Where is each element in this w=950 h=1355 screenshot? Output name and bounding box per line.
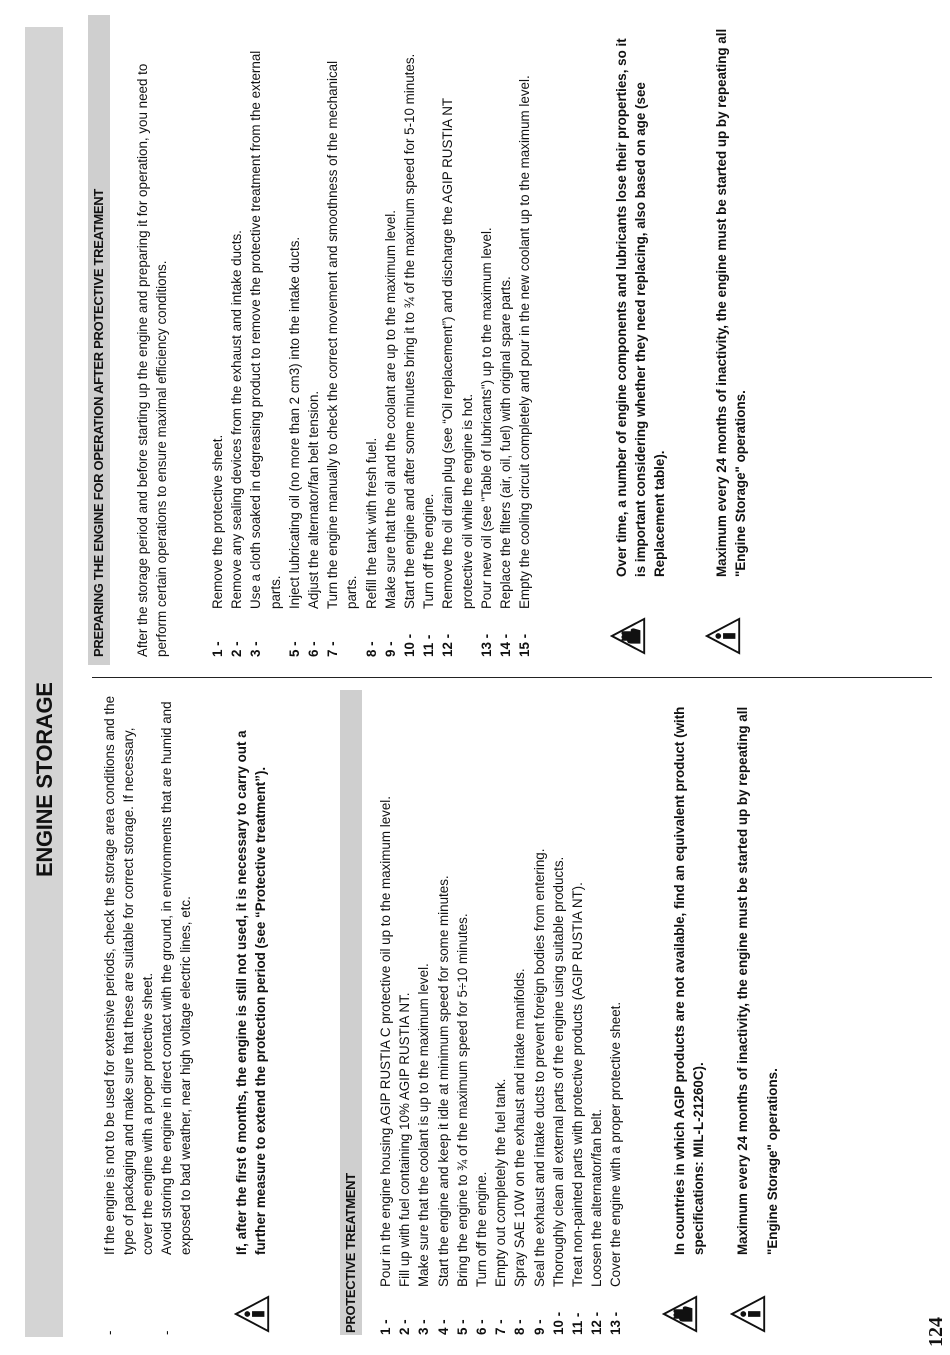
list-item [376, 675, 395, 1335]
step-text: Turn the engine manually to check the correct movement and smoothness of the mechanical parts. [325, 60, 360, 609]
hand-warning-icon [610, 617, 648, 655]
intro-dash: - [159, 1330, 174, 1335]
inactivity-note: Maximum every 24 months of inactivity, the engine must be started up by repeating all "Engine Storage" operations. [714, 28, 748, 577]
step-number: 5 - [454, 1319, 470, 1335]
page-number: 124 [925, 1317, 947, 1347]
list-item [227, 37, 246, 657]
step-text: Pour in the engine housing AGIP RUSTIA C protective oil up to the maximum level. [378, 796, 393, 1287]
step-number: 11 - [421, 634, 437, 657]
step-text: Fill up with fuel containing 10% AGIP RUSTIA NT. [397, 992, 413, 1287]
age-note: Over time, a number of engine components and lubricants lose their properties, so it is important considering whether they need replacing, also based on age (see Replacement table). [614, 38, 667, 577]
step-number: 7 - [325, 641, 341, 657]
list-item [414, 675, 433, 1335]
list-item [438, 37, 476, 657]
caution-info-icon [730, 1295, 768, 1333]
step-number: 1 - [210, 641, 225, 657]
step-text: Cover the engine with a proper protective sheet. [608, 1001, 624, 1287]
list-item [434, 675, 453, 1335]
list-item [304, 37, 323, 657]
step-number: 1 - [378, 1319, 393, 1335]
list-item [568, 675, 587, 1335]
intro-list [100, 695, 195, 1335]
step-number: 2 - [397, 1319, 413, 1335]
step-text: Inject lubricating oil (no more than 2 cm3) into the intake ducts. [286, 236, 302, 609]
step-number: 12 - [440, 633, 456, 657]
step-text: Turn off the engine. [421, 493, 437, 609]
step-number: 7 - [493, 1319, 509, 1335]
step-text: Start the engine and after some minutes bring it to ¾ of the maximum speed for 5-10 minutes. [402, 53, 418, 609]
step-number: 2 - [229, 641, 245, 657]
step-text: Spray SAE 10W on the exhaust and intake manifolds. [512, 968, 528, 1287]
prep-steps [208, 37, 534, 657]
list-item [530, 675, 549, 1335]
step-text: Bring the engine to ¾ of the maximum speed for 5÷10 minutes. [454, 913, 470, 1287]
list-item [246, 37, 284, 657]
list-item [496, 37, 515, 657]
list-item [477, 37, 496, 657]
step-number: 6 - [474, 1319, 490, 1335]
list-item [381, 37, 400, 657]
step-number: 4 - [435, 1319, 451, 1335]
step-number: 13 - [478, 633, 494, 657]
step-number: 9 - [382, 641, 398, 657]
prep-heading: PREPARING THE ENGINE FOR OPERATION AFTER PROTECTIVE TREATMENT [91, 188, 106, 657]
intro-text: Avoid storing the engine in direct contact with the ground, in environments that are humid and exposed to bad weather, near high voltage electric lines, etc. [159, 701, 193, 1255]
list-item [419, 37, 438, 657]
list-item [472, 675, 491, 1335]
list-item [208, 37, 227, 657]
step-number: 5 - [286, 641, 302, 657]
list-item [400, 37, 419, 657]
step-number: 15 - [517, 633, 533, 657]
list-item [323, 37, 361, 657]
step-text: Seal the exhaust and intake ducts to prevent foreign bodies from entering. [531, 848, 547, 1287]
step-text: Treat non-painted parts with protective products (AGIP RUSTIA NT). [570, 882, 586, 1287]
step-text: Adjust the alternator/fan belt tension. [306, 390, 322, 609]
step-text: Pour new oil (see "Table of lubricants") up to the maximum level. [478, 227, 494, 609]
list-item [515, 37, 534, 657]
step-text: Remove the protective sheet. [210, 434, 225, 609]
inactivity-note: Maximum every 24 months of inactivity, the engine must be started up by repeating all "Engine Storage" operations. [735, 706, 780, 1255]
list-item [587, 675, 606, 1335]
step-number: 8 - [363, 641, 379, 657]
list-item [491, 675, 510, 1335]
step-number: 8 - [512, 1319, 528, 1335]
list-item [510, 675, 529, 1335]
step-text: Replace the filters (air, oil, fuel) with original spare parts. [498, 276, 514, 609]
step-text: Empty out completely the fuel tank. [493, 1078, 509, 1287]
list-item [549, 675, 568, 1335]
step-number: 9 - [531, 1319, 547, 1335]
step-text: Remove the oil drain plug (see “Oil replacement”) and discharge the AGIP RUSTIA NT protective oil while the engine is hot. [440, 98, 475, 609]
step-text: Start the engine and keep it idle at minimum speed for some minutes. [435, 875, 451, 1287]
step-text: Refill the tank with fresh fuel. [363, 437, 379, 609]
protective-steps [376, 675, 626, 1335]
hand-warning-icon [662, 1295, 700, 1333]
step-text: Make sure that the oil and the coolant are up to the maximum level. [382, 210, 398, 609]
step-number: 10 - [550, 1311, 566, 1335]
step-number: 3 - [416, 1319, 432, 1335]
step-number: 10 - [402, 633, 418, 657]
step-number: 14 - [498, 633, 514, 657]
intro-item [157, 695, 195, 1335]
intro-item [100, 695, 157, 1335]
intro-dash: - [102, 1330, 117, 1335]
step-text: Remove any sealing devices from the exhaust and intake ducts. [229, 230, 245, 609]
step-number: 6 - [306, 641, 322, 657]
list-item [395, 675, 414, 1335]
prep-intro: After the storage period and before starting up the engine and preparing it for operation, you need to perform certain operations to ensure maximal efficiency conditions. [135, 63, 169, 657]
step-number: 11 - [570, 1312, 586, 1335]
step-text: Use a cloth soaked in degreasing product to remove the protective treatment from the external parts. [248, 50, 283, 609]
step-text: Loosen the alternator/fan belt. [589, 1109, 605, 1287]
list-item [362, 37, 381, 657]
caution-info-icon [234, 1295, 272, 1333]
list-item [453, 675, 472, 1335]
step-number: 3 - [248, 641, 264, 657]
protective-heading: PROTECTIVE TREATMENT [343, 1173, 358, 1333]
step-number: 12 - [589, 1311, 605, 1335]
page-title: ENGINE STORAGE [32, 682, 57, 877]
intro-note: If, after the first 6 months, the engine is still not used, it is necessary to carry out a further measure to extend the protection period (see “Protective treatment”). [234, 730, 268, 1255]
list-item [285, 37, 304, 657]
step-text: Empty the cooling circuit completely and pour in the new coolant up to the maximum level. [517, 75, 533, 609]
agip-note: In countries in which AGIP products are not available, find an equivalent product (with specifications: MIL-L-21260C). [672, 706, 706, 1255]
step-text: Make sure that the coolant is up to the maximum level. [416, 963, 432, 1287]
step-text: Thoroughly clean all external parts of the engine using suitable products. [550, 856, 566, 1287]
step-text: Turn off the engine. [474, 1171, 490, 1287]
intro-text: If the engine is not to be used for extensive periods, check the storage area conditions and the type of packaging and make sure that these are suitable for correct storage. If necessary, cover the engine with a proper protective sheet. [102, 695, 155, 1255]
list-item [606, 675, 625, 1335]
step-number: 13 - [608, 1311, 624, 1335]
caution-info-icon [705, 617, 743, 655]
